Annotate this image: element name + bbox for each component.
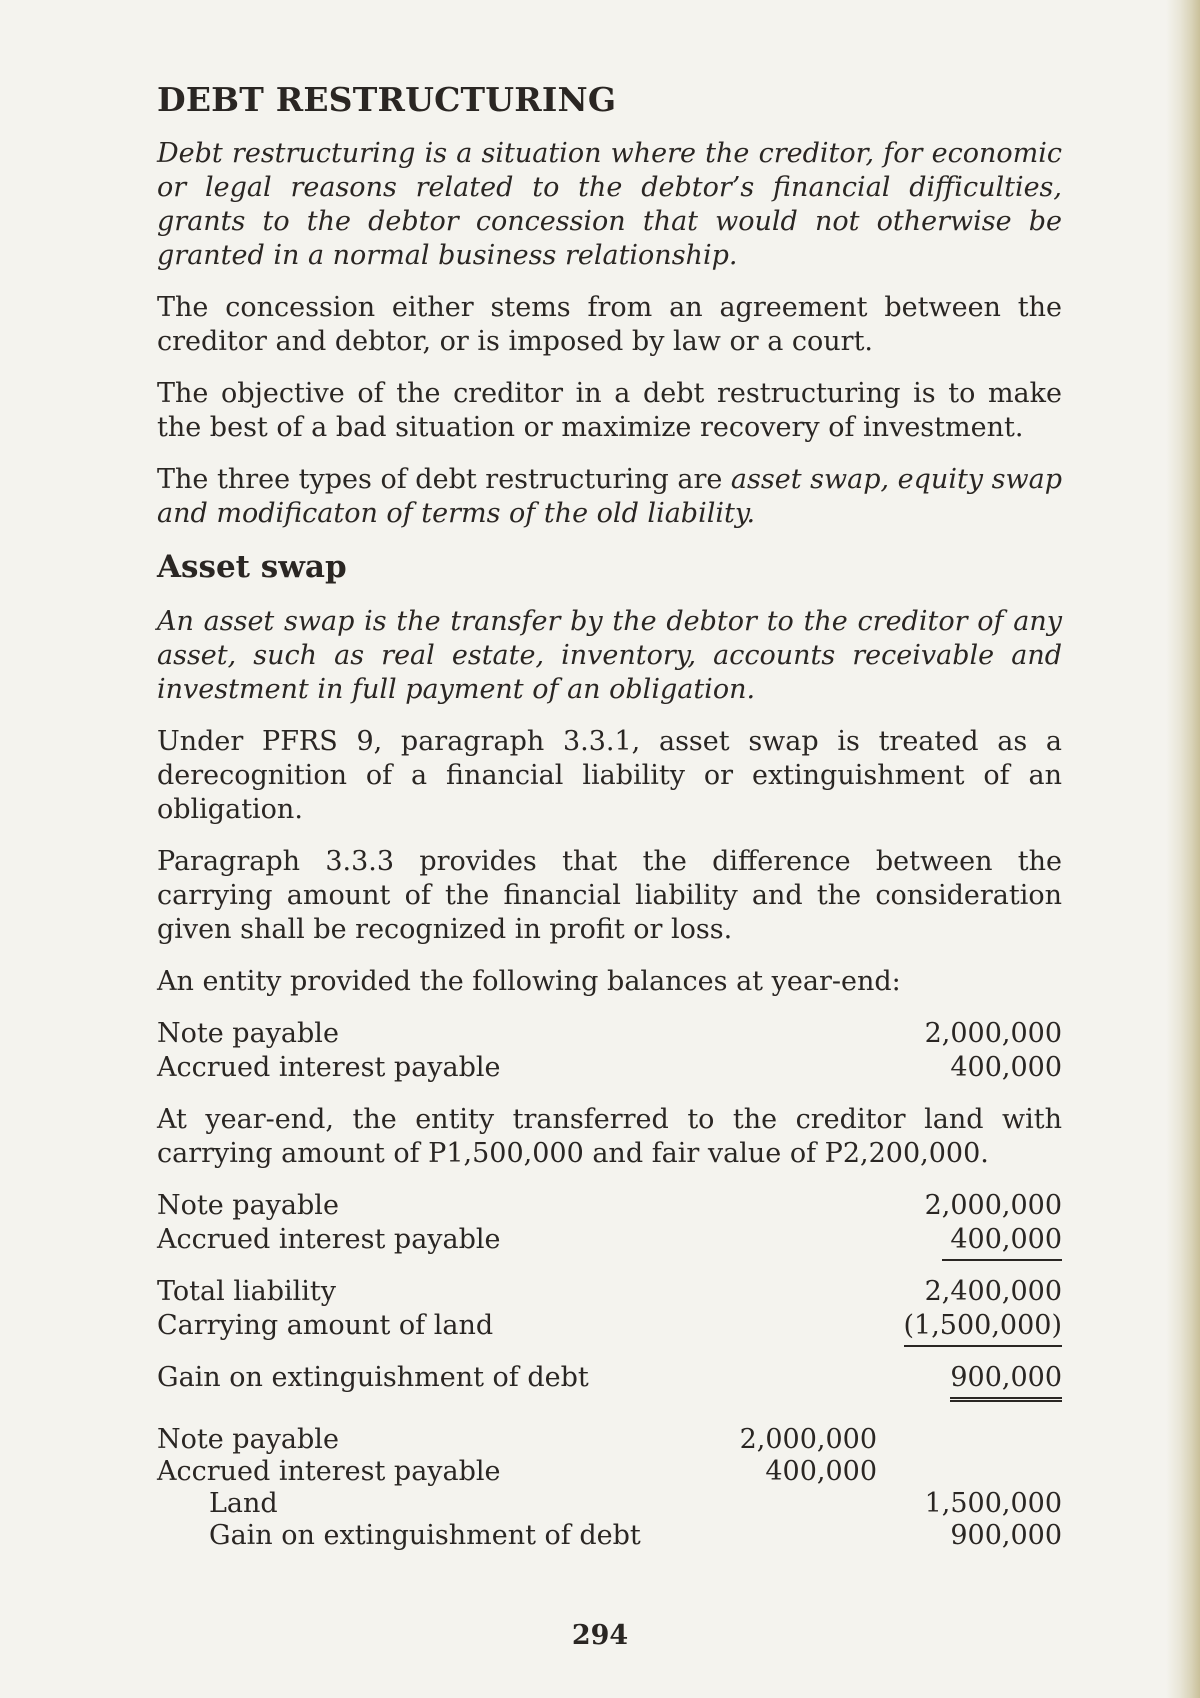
journal-row [157, 1488, 1062, 1520]
computation-amount: (1,500,000) [904, 1309, 1062, 1347]
computation-amount: 2,400,000 [924, 1276, 1062, 1307]
journal-credit: 1,500,000 [924, 1488, 1062, 1519]
types-paragraph [157, 463, 1062, 531]
journal-credit [877, 1424, 1062, 1456]
page-number: 294 [571, 1620, 629, 1651]
journal-credit: 900,000 [950, 1520, 1062, 1551]
computation-row [157, 1309, 1062, 1347]
asset-swap-heading: Asset swap [157, 549, 347, 585]
journal-account: Accrued interest payable [157, 1456, 501, 1487]
journal-account: Note payable [157, 1424, 339, 1455]
computation-amount: 2,000,000 [924, 1190, 1062, 1221]
journal-debit [717, 1520, 877, 1552]
computation-label: Note payable [157, 1190, 339, 1221]
types-lead: The three types of debt restructuring are [157, 464, 731, 495]
objective-paragraph: The objective of the creditor in a debt restructuring is to make the best of a bad situation or maximize recovery of investment. [157, 378, 1062, 443]
computation-row [157, 1223, 1062, 1261]
balance-label: Note payable [157, 1018, 339, 1049]
asset-swap-definition: An asset swap is the transfer by the debtor to the creditor of any asset, such as real estate, inventory, accounts receivable and investment in full payment of an obligation. [157, 606, 1062, 705]
journal-row [157, 1424, 1062, 1456]
page-heading: DEBT RESTRUCTURING [157, 80, 617, 119]
types-list: asset swap, equity swap and modificaton of terms of the old liability. [157, 464, 1062, 529]
computation-row [157, 1275, 1062, 1309]
journal-row [157, 1456, 1062, 1488]
balance-row [157, 1017, 1062, 1051]
computation-label: Gain on extinguishment of debt [157, 1362, 589, 1393]
pfrs-paragraph: Under PFRS 9, paragraph 3.3.1, asset swap is treated as a derecognition of a financial liability or extinguishment of an obligation. [157, 726, 1062, 825]
page-content [157, 80, 1062, 1552]
entity-paragraph: An entity provided the following balances at year-end: [157, 966, 901, 997]
computation-row [157, 1361, 1062, 1402]
journal-account: Land [209, 1488, 278, 1519]
computation-label: Carrying amount of land [157, 1310, 494, 1341]
page-edge-shadow [1166, 0, 1200, 1698]
journal-row [157, 1520, 1062, 1552]
balances-table [157, 1017, 1062, 1085]
journal-debit: 400,000 [765, 1456, 877, 1487]
journal-account: Gain on extinguishment of debt [209, 1520, 641, 1551]
computation-label: Accrued interest payable [157, 1224, 501, 1255]
computation-amount: 900,000 [950, 1361, 1062, 1402]
computation-amount: 400,000 [942, 1223, 1062, 1261]
balance-amount: 400,000 [950, 1052, 1062, 1083]
definition-paragraph: Debt restructuring is a situation where the creditor, for economic or legal reasons related to the debtor’s financial difficulties, grants to the debtor concession that would not otherwise be granted in a normal business relationship. [157, 138, 1062, 271]
transfer-paragraph: At year-end, the entity transferred to the creditor land with carrying amount of P1,500,000 and fair value of P2,200,000. [157, 1104, 1062, 1169]
journal-debit: 2,000,000 [739, 1424, 877, 1455]
computation-table [157, 1189, 1062, 1402]
balance-row [157, 1051, 1062, 1085]
journal-entry [157, 1424, 1062, 1552]
journal-credit [877, 1456, 1062, 1488]
computation-label: Total liability [157, 1276, 336, 1307]
paragraph-333: Paragraph 3.3.3 provides that the difference between the carrying amount of the financial liability and the consideration given shall be recognized in profit or loss. [157, 846, 1062, 945]
computation-row [157, 1189, 1062, 1223]
balance-amount: 2,000,000 [924, 1018, 1062, 1049]
balance-label: Accrued interest payable [157, 1052, 501, 1083]
concession-paragraph: The concession either stems from an agreement between the creditor and debtor, or is imposed by law or a court. [157, 292, 1062, 357]
journal-debit [717, 1488, 877, 1520]
